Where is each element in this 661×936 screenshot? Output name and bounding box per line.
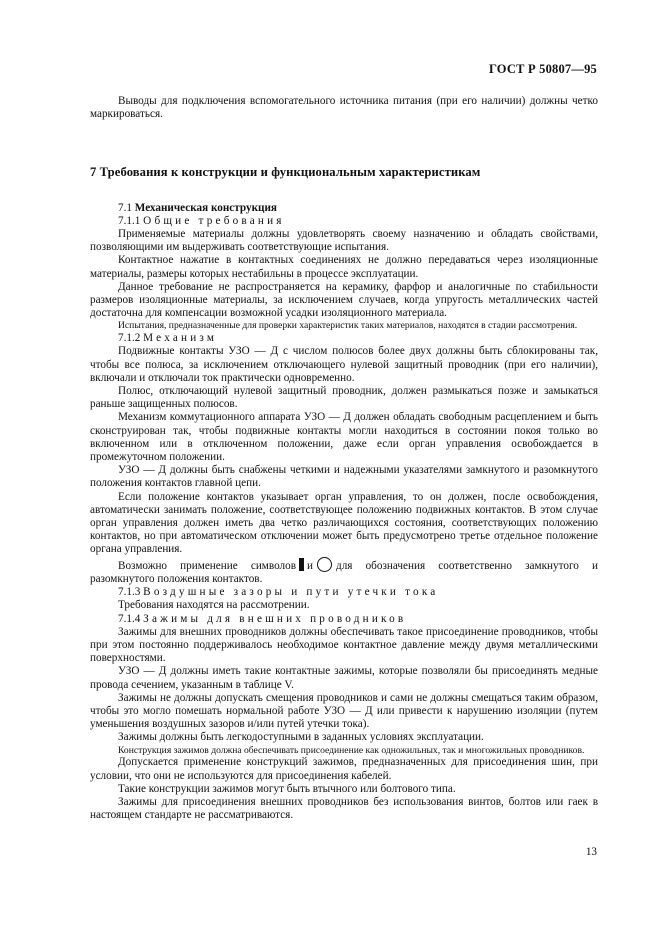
paragraph: Зажимы должны быть легкодоступными в заданных условиях эксплуатации. [118, 731, 484, 744]
clause-number: 7.1.3 [118, 586, 141, 599]
subsection-7-1-heading [90, 202, 598, 215]
paragraph: Зажимы для присоединения внешних проводников без использования винтов, болтов или гаек в настоящем стандарте не рассматриваются. [90, 795, 598, 822]
note-paragraph: Конструкция зажимов должна обеспечивать присоединение как одножильных, так и многожильных проводников. [118, 744, 585, 756]
open-position-symbol-icon [317, 557, 332, 572]
clause-7-1-2-heading [90, 332, 598, 345]
symbols-text-middle: и [307, 559, 313, 572]
symbols-paragraph [90, 557, 598, 586]
clause-title: Воздушные зазоры и пути утечки тока [143, 586, 439, 599]
subsection-7-1-number: 7.1 [118, 201, 132, 214]
paragraph: Механизм коммутационного аппарата УЗО — Д должен обладать свободным расцеплением и быть сконструирован так, чтобы подвижные контакты могли находиться в состоянии покоя только во включенном или в отключенном положении, даже если орган управления освобождается в промежуточном положении. [90, 411, 598, 464]
paragraph: Контактное нажатие в контактных соединениях не должно передаваться через изоляционные материалы, размеры которых нестабильны в процессе эксплуатации. [90, 254, 598, 280]
clause-title: Общие требования [143, 214, 285, 227]
page-body [90, 95, 598, 822]
intro-paragraph: Выводы для подключения вспомогательного источника питания (при его наличии) должны четко маркироваться. [90, 95, 598, 121]
paragraph: Допускается применение конструкций зажимов, предназначенных для присоединения шин, при условии, что они не используются для присоединения кабелей. [90, 756, 598, 782]
subsection-7-1-title: Механическая конструкция [134, 201, 277, 214]
clause-7-1-3-heading [90, 586, 598, 599]
clause-number: 7.1.1 [118, 214, 141, 227]
clause-7-1-1-heading [90, 215, 598, 228]
symbols-text-before: Возможно применение символов [118, 559, 296, 572]
clause-title: Зажимы для внешних проводников [143, 612, 407, 625]
clause-title: Механизм [143, 332, 218, 345]
standard-header: ГОСТ Р 50807—95 [488, 62, 597, 76]
paragraph: Данное требование не распространяется на керамику, фарфор и аналогичные по стабильности размеров изоляционные материалы, за исключением случаев, когда упругость металлических частей достаточна для компенсации возможной усадки изоляционного материала. [90, 280, 598, 320]
paragraph: Если положение контактов указывает орган управления, то он должен, после освобождения, автоматически занимать положение, соответствующее положению подвижных контактов. В этом случае орган управления должен иметь два четко различающихся состояния, соответствующих положению контактов, но при автоматическом отключении может быть предусмотрено третье отдельное положение органа управления. [90, 490, 598, 556]
paragraph: Требования находятся на рассмотрении. [118, 599, 310, 612]
clause-number: 7.1.2 [118, 332, 141, 345]
page-number: 13 [585, 846, 597, 858]
paragraph: Зажимы для внешних проводников должны обеспечивать такое присоединение проводников, чтобы при этом постоянно поддерживалось необходимое контактное давление между двумя металлическими поверхностями. [90, 625, 598, 665]
paragraph: УЗО — Д должны иметь такие контактные зажимы, которые позволяли бы присоединять медные провода сечением, указанным в таблице V. [90, 665, 598, 691]
paragraph: УЗО — Д должны быть снабжены четкими и надежными указателями замкнутого и разомкнутого положения контактов главной цепи. [90, 464, 598, 490]
clause-number: 7.1.4 [118, 612, 141, 625]
paragraph: Полюс, отключающий нулевой защитный проводник, должен размыкаться позже и замыкаться раньше защищенных полюсов. [90, 385, 598, 411]
closed-position-symbol-icon [299, 558, 304, 571]
paragraph: Подвижные контакты УЗО — Д с числом полюсов более двух должны быть сблокированы так, чтобы все полюса, за исключением отключающего нулевой защитный проводник (при его наличии), включали и отключали ток практически одновременно. [90, 345, 598, 384]
paragraph: Такие конструкции зажимов могут быть втычного или болтового типа. [118, 782, 456, 795]
symbols-text-after: для обозначения соответственно замкнутого и разомкнутого положения контактов. [90, 559, 598, 585]
section-heading: 7 Требования к конструкции и функциональным характеристикам [90, 165, 481, 180]
clause-7-1-4-heading [90, 613, 598, 626]
paragraph: Применяемые материалы должны удовлетворять своему назначению и обладать свойствами, позволяющими им выдерживать соответствующие испытания. [90, 228, 598, 254]
note-paragraph: Испытания, предназначенные для проверки характеристик таких материалов, находятся в стадии рассмотрения. [118, 320, 578, 332]
paragraph: Зажимы не должны допускать смещения проводников и сами не должны смещаться таким образом, чтобы это могло помешать нормальной работе УЗО — Д или привести к нарушению изоляции (путем уменьшения воздушных зазоров и/или путей утечки тока). [90, 691, 598, 731]
